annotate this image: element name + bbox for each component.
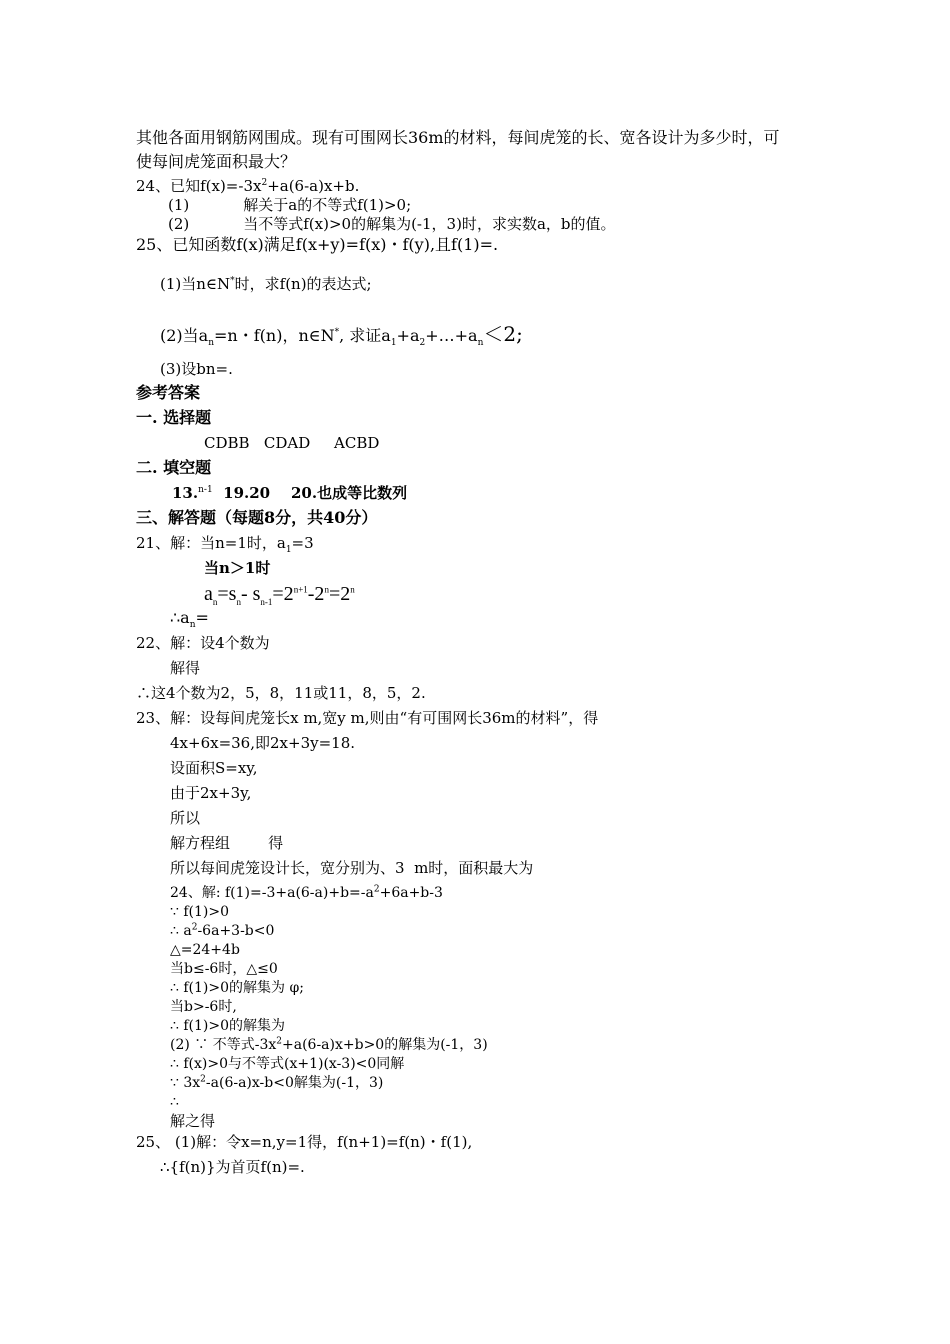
sol24-line10: ∴ f(x)>0与不等式(x+1)(x-3)<0同解 (170, 1056, 405, 1072)
sol23-line1: 23、解：设每间虎笼长x m,宽y m,则由“有可围网长36m的材料”，得 (136, 709, 599, 727)
sol22-line2: 解得 (170, 659, 201, 677)
sol21-line3: $a_n=s_n-$ $s_{n-1}=2^{n+1}-2^n=2^n$ (204, 583, 355, 607)
sol24-line8: ∴ f(1)>0的解集为 (170, 1018, 286, 1034)
sol24-line11: ∵ $3x^2-a(6-a)x-b<0$解集为(-1，3) (170, 1074, 384, 1091)
q25-part1: (1)当n∈N*时，求f(n)的表达式; (160, 275, 372, 293)
sol25-line1: 25、 (1)解：令x=n,y=1得，f(n+1)=f(n)・f(1), (136, 1133, 473, 1151)
section3-title: 三、解答题（每题8分，共40分） (136, 508, 378, 527)
intro-line-1: 其他各面用钢筋网围成。现有可围网长36m的材料，每间虎笼的长、宽各设计为多少时，可 (136, 128, 780, 147)
q25-part2: (2)当$a_n=n$・f(n)，n∈N*, 求证$a_1+a_2+\dots+a_n<2$; (160, 322, 523, 349)
sol23-line5: 所以 (170, 809, 201, 827)
sol24-line1: 24、解: $f(1)=-3+a(6-a)+b=-a^2+6a+b-3$ (170, 884, 443, 901)
section1-content: CDBB CDAD ACBD (204, 434, 380, 452)
sol24-line5: 当b≤-6时，△≤0 (170, 961, 278, 977)
sol23-line2: 4x+6x=36,即2x+3y=18. (170, 734, 356, 752)
sol24-line9: (2) ∵ 不等式$-3x^2+a(6-a)x+b>0$的解集为(-1，3) (170, 1036, 488, 1053)
section2-content: 13.$^{n-1}$ 19.20 20.也成等比数列 (172, 484, 408, 502)
q25-part3: (3)设bn=. (160, 360, 233, 378)
sol24-line7: 当b>-6时, (170, 999, 237, 1015)
sol21-line4: $\therefore a_n=$ (170, 608, 209, 631)
sol24-line3: ∴ $a^2-6a+3-b<0$ (170, 922, 275, 939)
sol23-line4: 由于2x+3y, (170, 784, 252, 802)
q24-stem: 24、已知$f(x)=-3x^2+a(6-a)x+b$. (136, 177, 360, 195)
sol24-line13: 解之得 (170, 1112, 216, 1130)
sol22-line1: 22、解：设4个数为 (136, 634, 270, 652)
sol24-line2: ∵ f(1)>0 (170, 904, 230, 920)
sol21-line1: 21、解：当n=1时，$a_1=3$ (136, 534, 314, 555)
sol21-line2: 当n＞1时 (204, 559, 271, 577)
intro-line-2: 使每间虎笼面积最大？ (136, 152, 297, 171)
section2-title: 二. 填空题 (136, 458, 212, 477)
q24-part2: (2) 当不等式f(x)>0的解集为(-1，3)时，求实数a，b的值。 (168, 215, 616, 233)
q24-part1: (1) 解关于a的不等式f(1)>0; (168, 196, 412, 214)
sol22-line3: ∴这4个数为2，5，8，11或11，8，5，2. (136, 684, 426, 702)
q25-stem: 25、已知函数f(x)满足f(x+y)=f(x)・f(y),且f(1)=. (136, 235, 499, 254)
section1-title: 一. 选择题 (136, 408, 212, 427)
sol23-line3: 设面积S=xy, (170, 759, 258, 777)
sol24-line6: ∴ f(1)>0的解集为 φ; (170, 980, 304, 996)
sol24-line4: △=24+4b (170, 942, 240, 958)
sol23-line6: 解方程组 得 (170, 834, 284, 852)
sol23-line7: 所以每间虎笼设计长，宽分别为、3 m时，面积最大为 (170, 859, 534, 877)
sol24-line12: ∴ (170, 1094, 179, 1110)
answers-heading: 参考答案 (136, 383, 201, 402)
sol25-line2: ∴{f(n)}为首页f(n)=. (160, 1158, 305, 1176)
